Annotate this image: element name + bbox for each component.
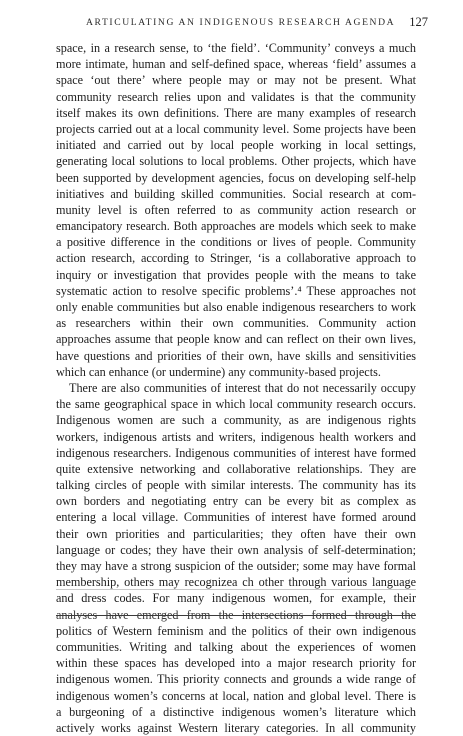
running-title: ARTICULATING AN INDIGENOUS RESEARCH AGENDA xyxy=(86,17,396,28)
text-line: own borders and negotiating entry can be every bit as complex as xyxy=(56,494,416,509)
text-line: a burgeoning of a distinctive indigenous women’s literature which xyxy=(56,704,416,719)
text-line: community research relies upon and validates is that the community xyxy=(56,89,416,104)
text-line: more intimate, human and self-defined space, whereas ‘field’ assumes a xyxy=(56,57,416,72)
text-line: workers, indigenous artists and writers, indigenous health workers and xyxy=(56,429,416,444)
struck-text-line: analyses have emerged from the intersections formed through the xyxy=(56,607,416,622)
running-head xyxy=(56,17,428,33)
text-line: as researchers within their own communities. Community action xyxy=(56,316,416,331)
text-line: within these spaces has developed into a major research priority for xyxy=(56,656,416,671)
text-line: and dress codes. For many indigenous women, for example, their xyxy=(56,591,416,606)
text-line: approaches assume that people know and can reflect on their own lives, xyxy=(56,332,416,347)
text-line: indigenous women. This priority connects and grounds a wide range of xyxy=(56,672,416,687)
text-line: space ‘out there’ where people may or may not be present. What xyxy=(56,73,416,88)
text-line: munity level is often referred to as community action research or xyxy=(56,202,416,217)
scan-artifact-rule xyxy=(56,589,416,590)
text-line: a positive difference in the conditions or lives of people. Community xyxy=(56,235,416,250)
text-line: systematic action to resolve specific problems’.⁴ These approaches not xyxy=(56,283,416,298)
text-line: their own priorities and particularities; they often have their own xyxy=(56,526,416,541)
text-line: only enable communities but also enable indigenous researchers to work xyxy=(56,300,416,314)
page-number: 127 xyxy=(409,15,428,29)
text-line: politics of Western feminism and the politics of their own indigenous xyxy=(56,623,416,638)
text-line: generating local solutions to local problems. Other projects, which have xyxy=(56,154,416,169)
text-line: initiated and carried out by local people working in local settings, xyxy=(56,138,416,153)
text-line: space, in a research sense, to ‘the field’. ‘Community’ conveys a much xyxy=(56,41,416,55)
text-line: indigenous researchers. Indigenous communities of interest have formed xyxy=(56,445,416,460)
text-line: entering a local village. Communities of interest have formed around xyxy=(56,510,416,525)
paragraph-first-line: There are also communities of interest that do not necessarily occupy xyxy=(69,380,416,395)
text-line: communities. Writing and talking about the experiences of women xyxy=(56,639,416,654)
body-text xyxy=(56,40,416,736)
text-line: inquiry or investigation that provides people with the means to take xyxy=(56,267,416,282)
text-line: indigenous women’s concerns at local, nation and global level. There is xyxy=(56,688,416,703)
text-line: Indigenous women are such a community, as are indigenous rights xyxy=(56,413,416,428)
text-line: been supported by development agencies, focus on developing self-help xyxy=(56,170,416,185)
text-line: itself makes its own definitions. There are many examples of research xyxy=(56,105,416,120)
paragraph-last-line: which can enhance (or undermine) any community-based projects. xyxy=(56,364,381,379)
text-line: the same geographical space in which local community research occurs. xyxy=(56,397,416,412)
text-line: they may have a strong suspicion of the outsider; some may have formal xyxy=(56,559,416,573)
text-line: quite extensive networking and collaborative relationships. They are xyxy=(56,461,416,476)
text-line: membership, others may recognizea ch other through various language xyxy=(56,575,416,590)
text-line: emancipatory research. Both approaches are models which seek to make xyxy=(56,219,416,234)
text-line: language or codes; they have their own analysis of self-determination; xyxy=(56,542,416,557)
text-line: projects carried out at a local community level. Some projects have been xyxy=(56,121,416,136)
text-line: have questions and priorities of their own, have skills and sensitivities xyxy=(56,348,416,363)
text-line: action research, according to Stringer, ‘is a collaborative approach to xyxy=(56,251,416,266)
text-line: initiatives and building skilled communities. Social research at com- xyxy=(56,186,416,201)
text-line: actively works against Western literary categories. In all community xyxy=(56,720,416,735)
text-line: talking circles of people with similar interests. The community has its xyxy=(56,478,416,493)
